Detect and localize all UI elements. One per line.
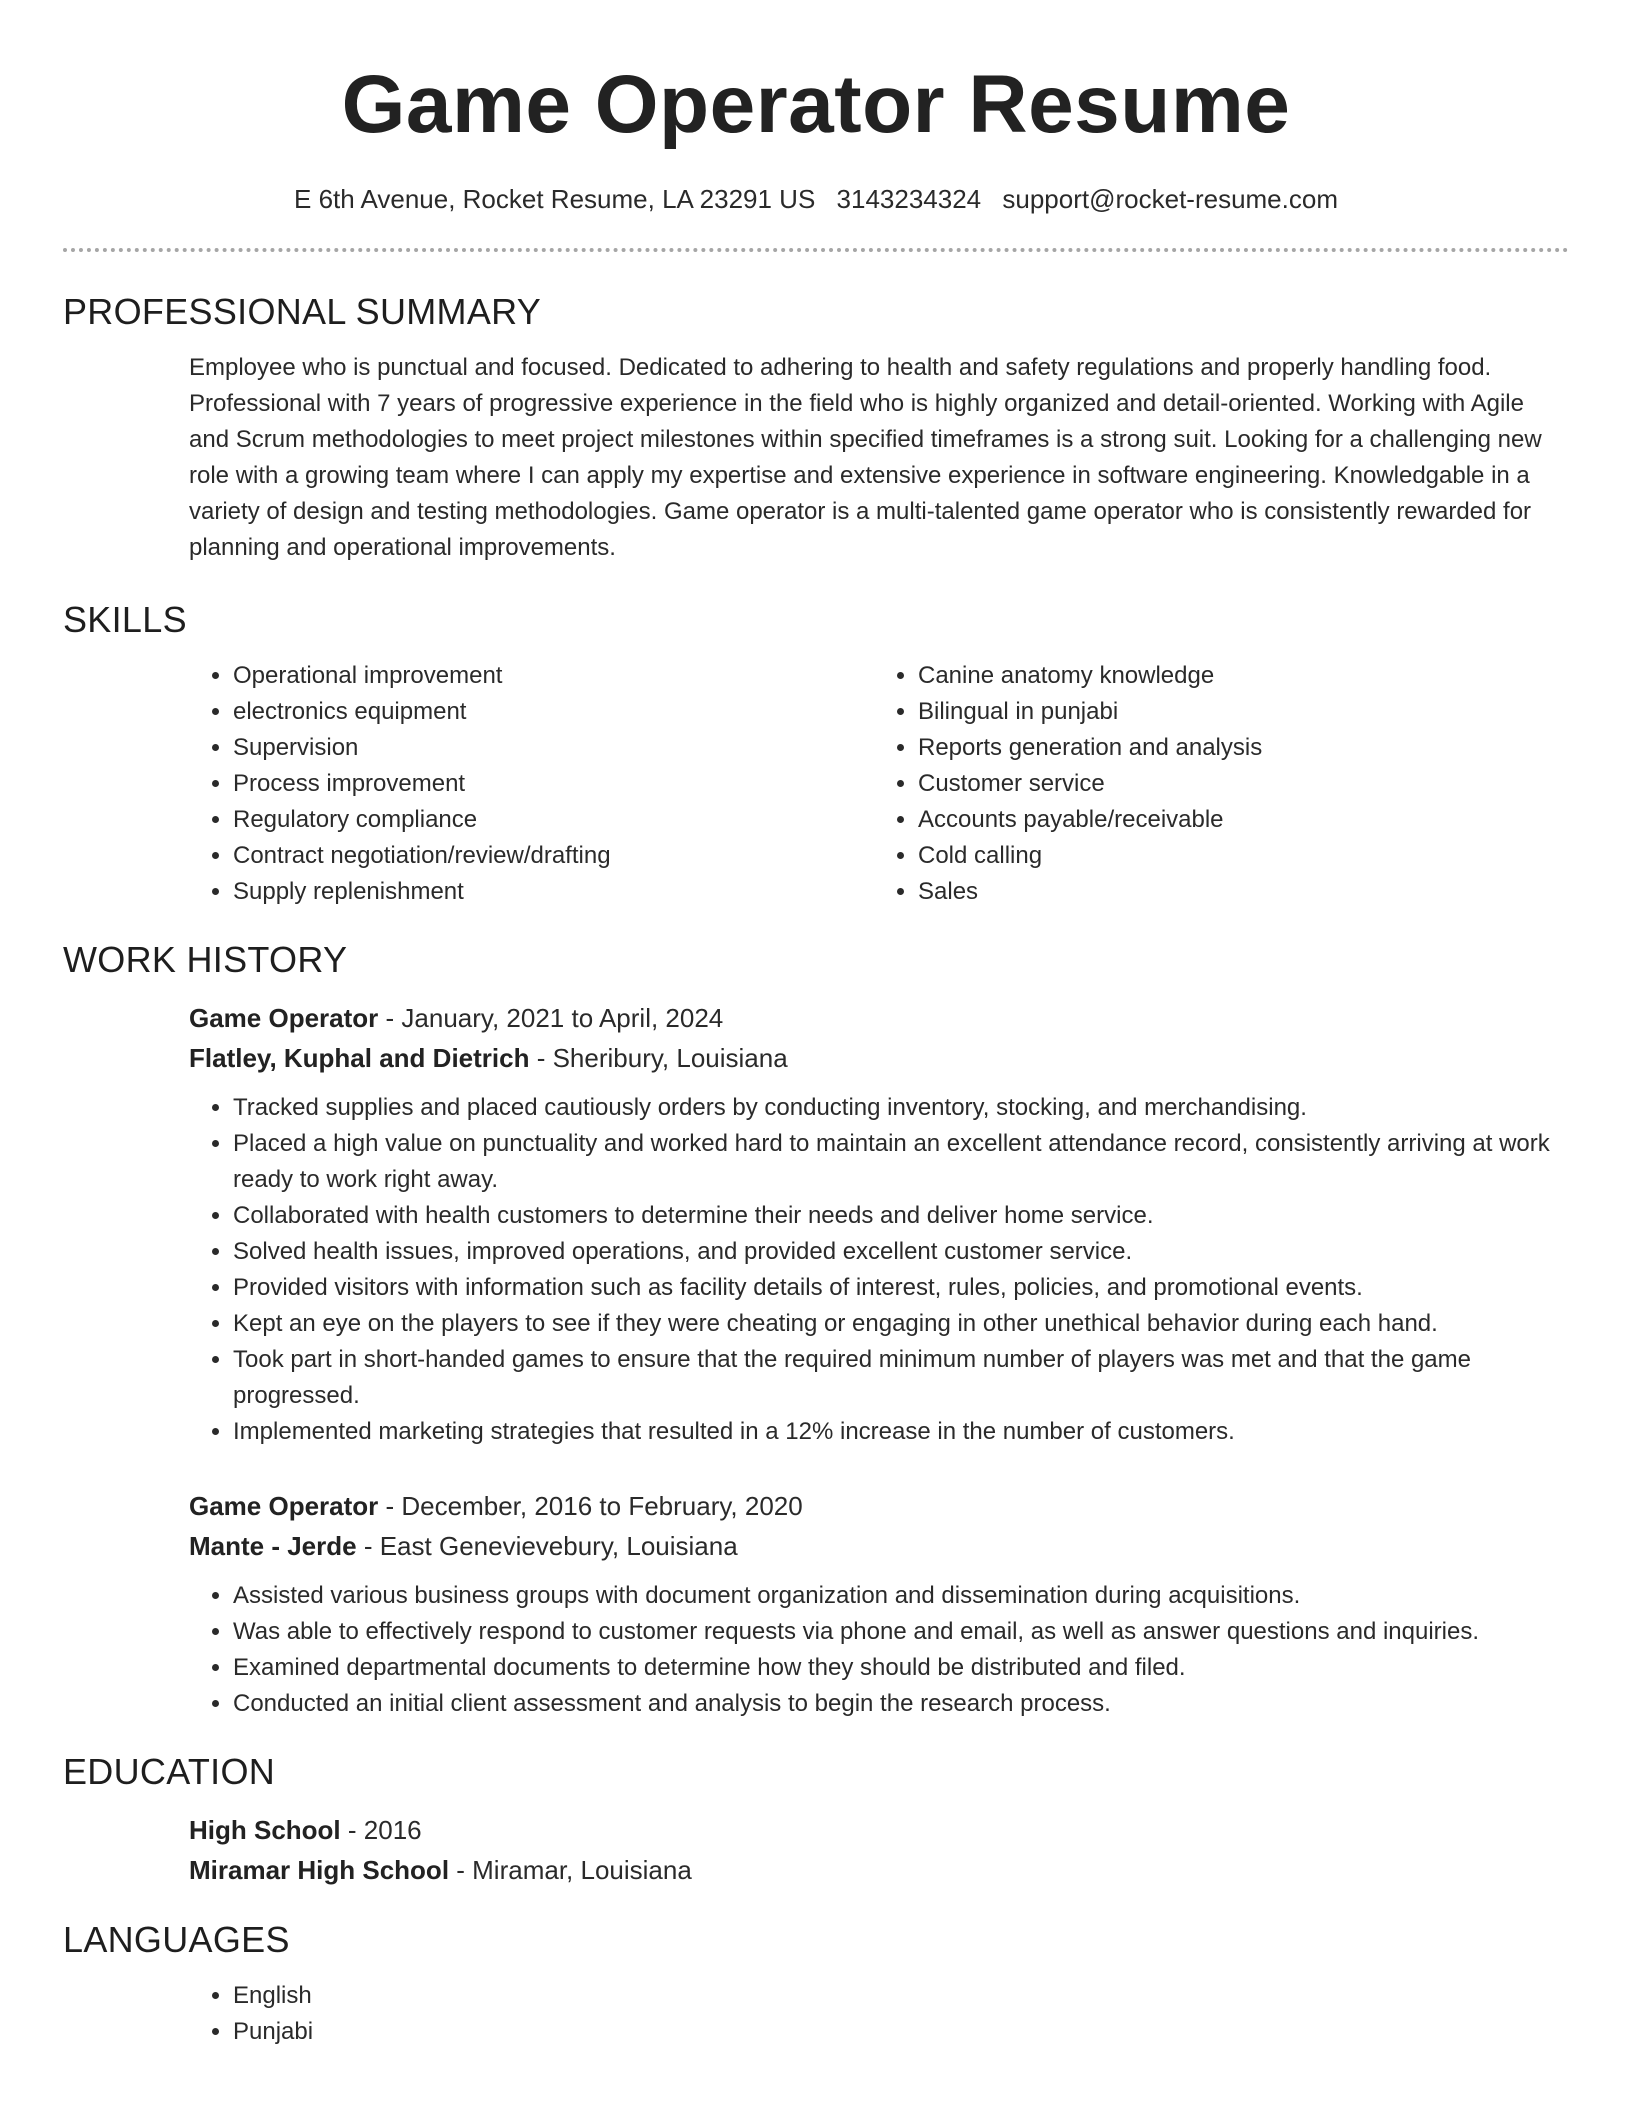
skill-item: • electronics equipment [233,694,874,730]
job-company-line [189,1526,1559,1566]
job-duty: • Assisted various business groups with document organization and dissemination during acquisitions. [233,1578,1559,1614]
job-role: Game Operator [189,1003,379,1033]
job-dates: - January, 2021 to April, 2024 [378,1003,724,1033]
education-degree: High School [189,1815,341,1845]
job-duty: • Conducted an initial client assessment and analysis to begin the research process. [233,1686,1559,1722]
job-location: - Sheribury, Louisiana [529,1043,788,1073]
job-company: Flatley, Kuphal and Dietrich [189,1043,530,1073]
job-duty: • Examined departmental documents to determine how they should be distributed and filed. [233,1650,1559,1686]
skill-item: • Regulatory compliance [233,802,874,838]
job-role: Game Operator [189,1491,379,1521]
skill-item: • Process improvement [233,766,874,802]
education-school-line [189,1850,1559,1890]
job-duty: • Collaborated with health customers to determine their needs and deliver home service. [233,1198,1559,1234]
education-degree-line [189,1810,1559,1850]
language-item: • English [233,1978,1559,2014]
resume-title: Game Operator Resume [341,59,1291,150]
header-divider [63,248,1569,252]
skill-item: • Supervision [233,730,874,766]
resume-header [63,0,1569,216]
skill-item: • Customer service [918,766,1559,802]
contact-address: E 6th Avenue, Rocket Resume, LA 23291 US [294,184,816,214]
language-item: • Punjabi [233,2014,1559,2050]
job-dates: - December, 2016 to February, 2020 [378,1491,803,1521]
job-duty: • Placed a high value on punctuality and worked hard to maintain an excellent attendance record, consistently arriving at work ready to work right away. [233,1126,1559,1198]
summary-text: Employee who is punctual and focused. Dedicated to adhering to health and safety regulations and properly handling food. Professional with 7 years of progressive experience in the field who is highly organized and detail-oriented. Working with Agile and Scrum methodologies to meet project milestones within specified timeframes is a strong suit. Looking for a challenging new role with a growing team where I can apply my expertise and extensive experience in software engineering. Knowledgable in a variety of design and testing methodologies. Game operator is a multi-talented game operator who is consistently rewarded for planning and operational improvements. [189,354,1542,561]
skill-item: • Operational improvement [233,658,874,694]
job-duty: • Tracked supplies and placed cautiously orders by conducting inventory, stocking, and merchandising. [233,1090,1559,1126]
job-duty: • Was able to effectively respond to customer requests via phone and email, as well as answer questions and inquiries. [233,1614,1559,1650]
skills-grid [189,658,1559,910]
education-location: - Miramar, Louisiana [449,1855,692,1885]
contact-line [63,182,1569,216]
work-section [63,940,1569,1722]
job-title-line [189,998,1559,1038]
work-heading: WORK HISTORY [63,939,348,980]
education-heading: EDUCATION [63,1751,276,1792]
job-title-line [189,1486,1559,1526]
summary-section [63,292,1569,566]
job-duty: • Kept an eye on the players to see if they were cheating or engaging in other unethical behavior during each hand. [233,1306,1559,1342]
skills-heading: SKILLS [63,599,187,640]
skill-item: • Reports generation and analysis [918,730,1559,766]
education-year: - 2016 [340,1815,422,1845]
languages-heading: LANGUAGES [63,1919,290,1960]
job-duty: • Implemented marketing strategies that resulted in a 12% increase in the number of customers. [233,1414,1559,1450]
education-school: Miramar High School [189,1855,450,1885]
contact-email: support@rocket-resume.com [1002,184,1338,214]
skill-item: • Cold calling [918,838,1559,874]
skills-left-list [189,658,874,910]
skills-right-list [874,658,1559,910]
job-entry [189,998,1559,1450]
job-duty: • Took part in short-handed games to ensure that the required minimum number of players was met and that the game progressed. [233,1342,1559,1414]
job-company-line [189,1038,1559,1078]
skills-section [63,600,1569,910]
job-duties [189,1578,1559,1722]
contact-phone: 3143234324 [836,184,982,214]
job-duty: • Solved health issues, improved operations, and provided excellent customer service. [233,1234,1559,1270]
job-company: Mante - Jerde [189,1531,357,1561]
job-duties [189,1090,1559,1450]
education-section [63,1752,1569,1890]
skill-item: • Bilingual in punjabi [918,694,1559,730]
job-entry [189,1486,1559,1722]
skill-item: • Accounts payable/receivable [918,802,1559,838]
skill-item: • Supply replenishment [233,874,874,910]
skill-item: • Canine anatomy knowledge [918,658,1559,694]
job-duty: • Provided visitors with information such as facility details of interest, rules, policies, and promotional events. [233,1270,1559,1306]
languages-section [63,1920,1569,2050]
job-location: - East Genevievebury, Louisiana [356,1531,738,1561]
languages-list [189,1978,1559,2050]
skill-item: • Contract negotiation/review/drafting [233,838,874,874]
skill-item: • Sales [918,874,1559,910]
summary-heading: PROFESSIONAL SUMMARY [63,291,542,332]
